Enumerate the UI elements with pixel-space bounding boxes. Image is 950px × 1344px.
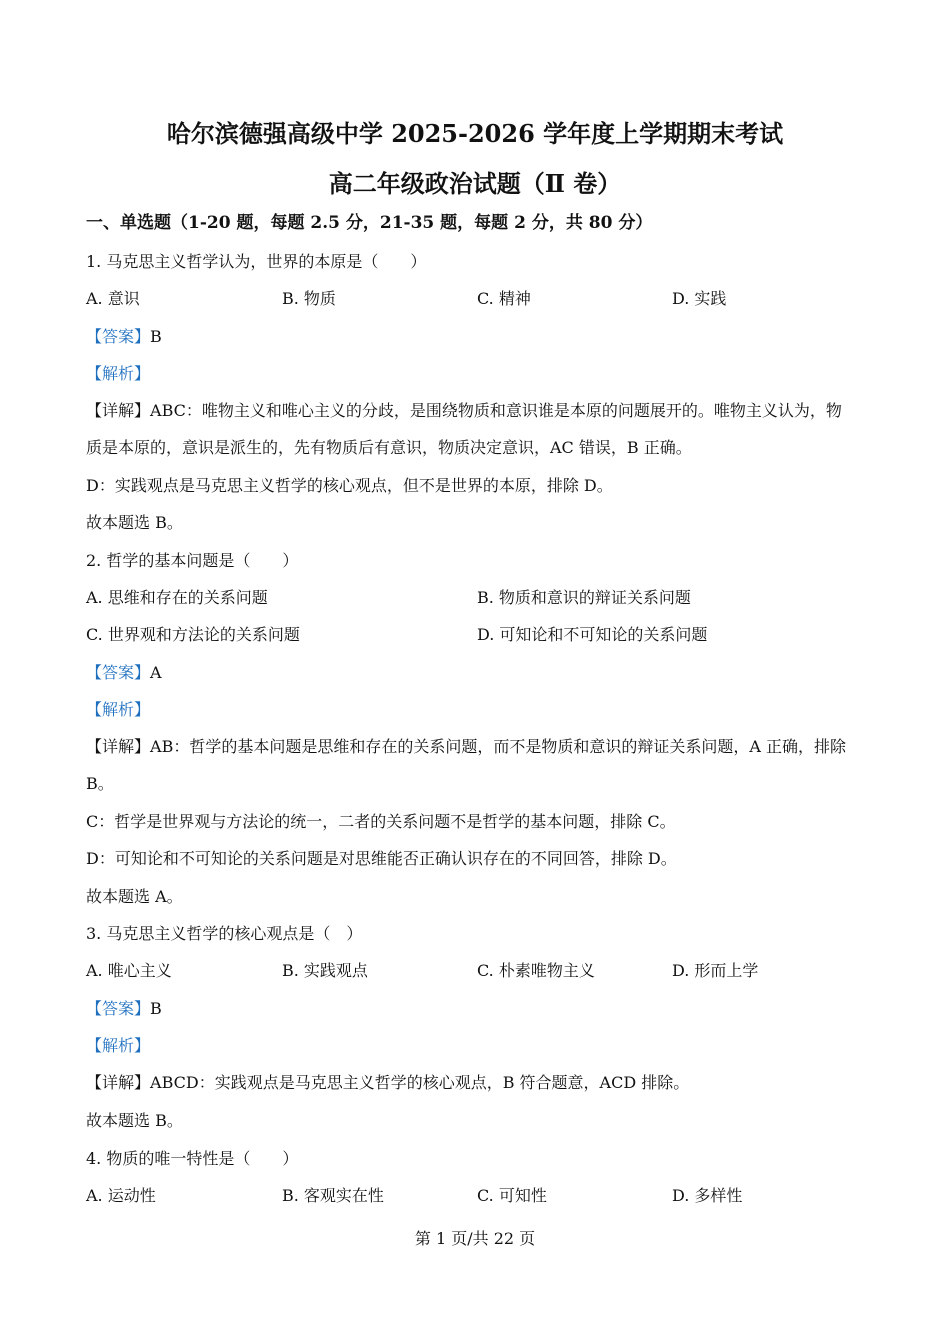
question-stem: 2. 哲学的基本问题是（ ） <box>86 551 299 570</box>
question-stem: 4. 物质的唯一特性是（ ） <box>86 1149 299 1168</box>
detail-text: AB：哲学的基本问题是思维和存在的关系问题，而不是物质和意识的辩证关系问题，A 正确，排除 <box>150 737 846 756</box>
option-a: A. 唯心主义 <box>86 961 172 980</box>
exam-title: 哈尔滨德强高级中学 2025-2026 学年度上学期期末考试 <box>166 119 784 148</box>
section-heading: 一、单选题（1-20 题，每题 2.5 分，21-35 题，每题 2 分，共 80 分） <box>86 213 653 233</box>
detail-label: 【详解】 <box>86 737 151 756</box>
option-b: B. 物质和意识的辩证关系问题 <box>477 588 691 607</box>
answer-label: 【答案】 <box>86 663 151 682</box>
answer-label: 【答案】 <box>86 327 151 346</box>
detail-text: ABC：唯物主义和唯心主义的分歧，是围绕物质和意识谁是本原的问题展开的。唯物主义认为，物 <box>150 401 842 420</box>
detail-row <box>86 736 846 758</box>
option-c: C. 精神 <box>477 289 531 308</box>
answer-value: B <box>150 327 162 346</box>
answer-row <box>86 662 162 684</box>
detail-text: 故本题选 B。 <box>86 1111 183 1130</box>
answer-row <box>86 998 162 1020</box>
option-b: B. 客观实在性 <box>282 1186 384 1205</box>
option-d: D. 可知论和不可知论的关系问题 <box>477 625 708 644</box>
option-b: B. 实践观点 <box>282 961 368 980</box>
option-a: A. 思维和存在的关系问题 <box>86 588 268 607</box>
detail-label: 【详解】 <box>86 1073 151 1092</box>
option-d: D. 多样性 <box>672 1186 743 1205</box>
detail-row <box>86 1072 689 1094</box>
option-d: D. 实践 <box>672 289 727 308</box>
page-footer: 第 1 页/共 22 页 <box>414 1229 536 1248</box>
analysis-label: 【解析】 <box>86 364 151 383</box>
option-c: C. 朴素唯物主义 <box>477 961 595 980</box>
option-d: D. 形而上学 <box>672 961 759 980</box>
analysis-label: 【解析】 <box>86 700 151 719</box>
option-c: C. 世界观和方法论的关系问题 <box>86 625 300 644</box>
question-stem: 1. 马克思主义哲学认为，世界的本原是（ ） <box>86 252 427 271</box>
detail-text: ABCD：实践观点是马克思主义哲学的核心观点，B 符合题意，ACD 排除。 <box>150 1073 690 1092</box>
question-stem: 3. 马克思主义哲学的核心观点是（ ） <box>86 924 363 943</box>
detail-text: B。 <box>86 774 114 793</box>
option-c: C. 可知性 <box>477 1186 547 1205</box>
detail-text: 故本题选 B。 <box>86 513 183 532</box>
answer-label: 【答案】 <box>86 999 151 1018</box>
exam-subtitle: 高二年级政治试题（Ⅱ 卷） <box>328 169 622 198</box>
detail-text: 故本题选 A。 <box>86 887 183 906</box>
option-b: B. 物质 <box>282 289 336 308</box>
detail-text: D：可知论和不可知论的关系问题是对思维能否正确认识存在的不同回答，排除 D。 <box>86 849 677 868</box>
option-a: A. 运动性 <box>86 1186 156 1205</box>
answer-row <box>86 326 162 348</box>
detail-label: 【详解】 <box>86 401 151 420</box>
option-a: A. 意识 <box>86 289 140 308</box>
detail-text: D：实践观点是马克思主义哲学的核心观点，但不是世界的本原，排除 D。 <box>86 476 613 495</box>
detail-text: 质是本原的，意识是派生的，先有物质后有意识，物质决定意识，AC 错误，B 正确。 <box>86 438 692 457</box>
answer-value: A <box>150 663 162 682</box>
detail-text: C：哲学是世界观与方法论的统一，二者的关系问题不是哲学的基本问题，排除 C。 <box>86 812 676 831</box>
answer-value: B <box>150 999 162 1018</box>
detail-row <box>86 400 842 422</box>
analysis-label: 【解析】 <box>86 1036 151 1055</box>
